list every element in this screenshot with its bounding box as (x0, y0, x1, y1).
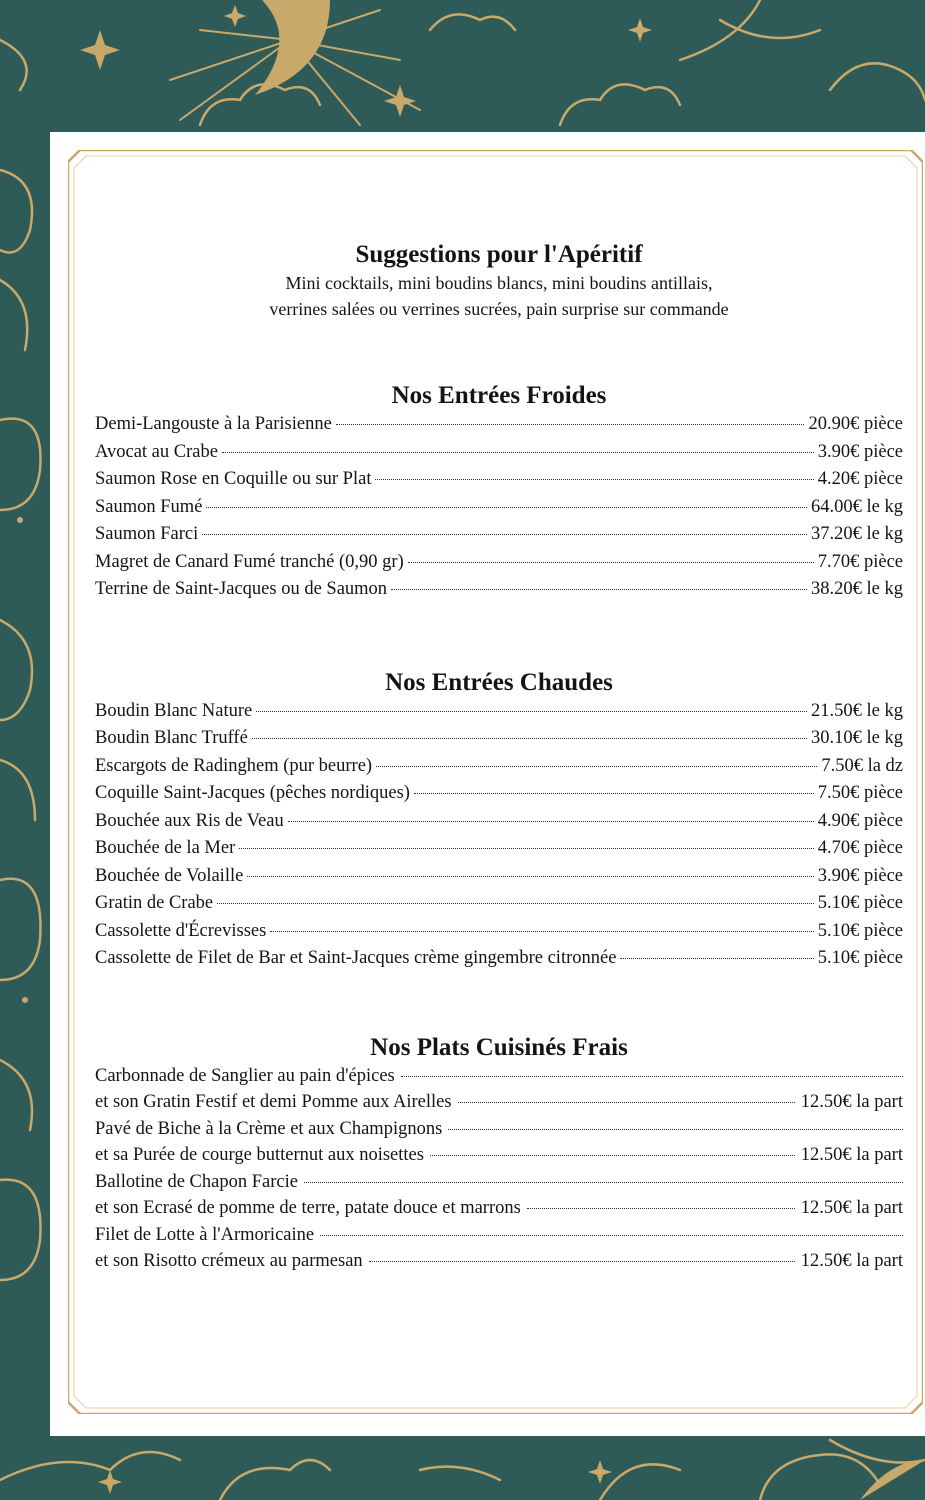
entrees-froides-title: Nos Entrées Froides (391, 382, 607, 409)
list-item (95, 863, 903, 891)
dot-leader (217, 903, 814, 904)
list-item (95, 411, 903, 439)
item-price: 37.20€ le kg (811, 524, 903, 544)
dish-side-line (95, 1195, 903, 1222)
dot-leader (414, 793, 814, 794)
dot-leader (222, 452, 814, 453)
entrees-chaudes-list (95, 698, 903, 973)
list-item (95, 945, 903, 973)
dish-side-line (95, 1142, 903, 1169)
dot-leader (288, 821, 814, 822)
item-name: Saumon Fumé (95, 496, 203, 517)
item-name: Saumon Farci (95, 524, 199, 544)
aperitif-line-1: Mini cocktails, mini boudins blancs, mini boudins antillais, (285, 273, 713, 293)
dish-side: et son Risotto crémeux au parmesan (95, 1251, 363, 1271)
item-price: 30.10€ le kg (811, 728, 903, 748)
item-name: Boudin Blanc Nature (95, 700, 253, 721)
list-item (95, 780, 903, 808)
dish-name: Ballotine de Chapon Farcie (95, 1171, 298, 1192)
entrees-froides-section (95, 381, 903, 604)
list-item (95, 753, 903, 781)
list-item (95, 439, 903, 467)
item-name: Saumon Rose en Coquille ou sur Plat (95, 469, 372, 489)
dish-name-line (95, 1063, 903, 1090)
list-item (95, 1116, 903, 1169)
dot-leader (252, 738, 807, 739)
dot-leader (620, 958, 813, 959)
dish-name-line (95, 1169, 903, 1196)
list-item (95, 549, 903, 577)
item-price: 5.10€ pièce (817, 920, 903, 941)
item-price: 7.70€ pièce (817, 551, 903, 572)
item-name: Escargots de Radinghem (pur beurre) (95, 755, 373, 776)
item-price: 12.50€ la part (800, 1092, 903, 1112)
dish-side-line (95, 1248, 903, 1275)
list-item (95, 918, 903, 946)
list-item (95, 466, 903, 494)
list-item (95, 1169, 903, 1222)
item-price: 12.50€ la part (800, 1198, 903, 1218)
item-price: 5.10€ pièce (817, 893, 903, 913)
plats-cuisines-section (95, 1033, 903, 1275)
item-name: Boudin Blanc Truffé (95, 728, 248, 748)
item-price: 4.70€ pièce (817, 838, 903, 858)
dish-name: Pavé de Biche à la Crème et aux Champignons (95, 1118, 443, 1139)
item-name: Bouchée aux Ris de Veau (95, 810, 284, 831)
item-price: 3.90€ pièce (817, 441, 903, 462)
item-name: Terrine de Saint-Jacques ou de Saumon (95, 579, 388, 599)
dot-leader (375, 479, 813, 480)
entrees-chaudes-section (95, 668, 903, 973)
dish-side: et son Gratin Festif et demi Pomme aux Airelles (95, 1092, 452, 1112)
list-item (95, 494, 903, 522)
list-item (95, 576, 903, 604)
item-name: Avocat au Crabe (95, 441, 218, 462)
item-name: Demi-Langouste à la Parisienne (95, 414, 332, 434)
item-name: Gratin de Crabe (95, 893, 214, 913)
dot-leader (206, 507, 807, 508)
item-price: 3.90€ pièce (817, 865, 903, 886)
dish-name: Carbonnade de Sanglier au pain d'épices (95, 1065, 395, 1086)
dish-side: et sa Purée de courge butternut aux noisettes (95, 1145, 424, 1165)
dot-leader (247, 876, 813, 877)
entrees-froides-list (95, 411, 903, 604)
list-item (95, 521, 903, 549)
dot-leader (202, 534, 807, 535)
item-name: Bouchée de Volaille (95, 865, 244, 886)
dot-leader (256, 711, 807, 712)
dot-leader (408, 562, 814, 563)
item-price: 5.10€ pièce (817, 948, 903, 968)
dot-leader (270, 931, 813, 932)
dish-side: et son Ecrasé de pomme de terre, patate douce et marrons (95, 1198, 521, 1218)
item-name: Bouchée de la Mer (95, 838, 236, 858)
item-name: Coquille Saint-Jacques (pêches nordiques) (95, 783, 410, 803)
item-price: 7.50€ la dz (821, 755, 903, 776)
item-price: 38.20€ le kg (811, 579, 903, 599)
item-price: 4.20€ pièce (817, 469, 903, 489)
dot-leader (369, 1261, 795, 1262)
list-item (95, 1222, 903, 1275)
dish-name: Filet de Lotte à l'Armoricaine (95, 1224, 315, 1245)
list-item (95, 890, 903, 918)
item-price: 21.50€ le kg (811, 700, 903, 721)
aperitif-title: Suggestions pour l'Apéritif (355, 241, 643, 268)
dot-leader (458, 1102, 795, 1103)
item-price: 20.90€ pièce (808, 414, 903, 434)
list-item (95, 808, 903, 836)
item-name: Cassolette de Filet de Bar et Saint-Jacques crème gingembre citronnée (95, 948, 617, 968)
aperitif-line-2: verrines salées ou verrines sucrées, pain surprise sur commande (269, 299, 729, 319)
dot-leader (430, 1155, 795, 1156)
menu-content (95, 240, 903, 1275)
list-item (95, 835, 903, 863)
dot-leader (336, 424, 805, 425)
dot-leader (376, 766, 817, 767)
dot-leader (391, 589, 807, 590)
list-item (95, 698, 903, 726)
list-item (95, 1063, 903, 1116)
item-name: Magret de Canard Fumé tranché (0,90 gr) (95, 551, 404, 572)
dish-name-line (95, 1222, 903, 1249)
dish-name-line (95, 1116, 903, 1143)
item-name: Cassolette d'Écrevisses (95, 920, 267, 941)
item-price: 12.50€ la part (800, 1145, 903, 1165)
entrees-chaudes-title: Nos Entrées Chaudes (385, 668, 613, 696)
dot-leader (527, 1208, 795, 1209)
item-price: 7.50€ pièce (817, 783, 903, 803)
dot-leader (320, 1235, 903, 1236)
plats-cuisines-title: Nos Plats Cuisinés Frais (370, 1033, 628, 1061)
dot-leader (239, 848, 813, 849)
dot-leader (448, 1129, 903, 1130)
dot-leader (304, 1182, 903, 1183)
plats-cuisines-list (95, 1063, 903, 1275)
aperitif-section (95, 240, 903, 322)
list-item (95, 725, 903, 753)
dish-side-line (95, 1089, 903, 1116)
item-price: 12.50€ la part (800, 1251, 903, 1271)
dot-leader (401, 1076, 903, 1077)
item-price: 64.00€ le kg (811, 496, 903, 517)
item-price: 4.90€ pièce (817, 810, 903, 831)
